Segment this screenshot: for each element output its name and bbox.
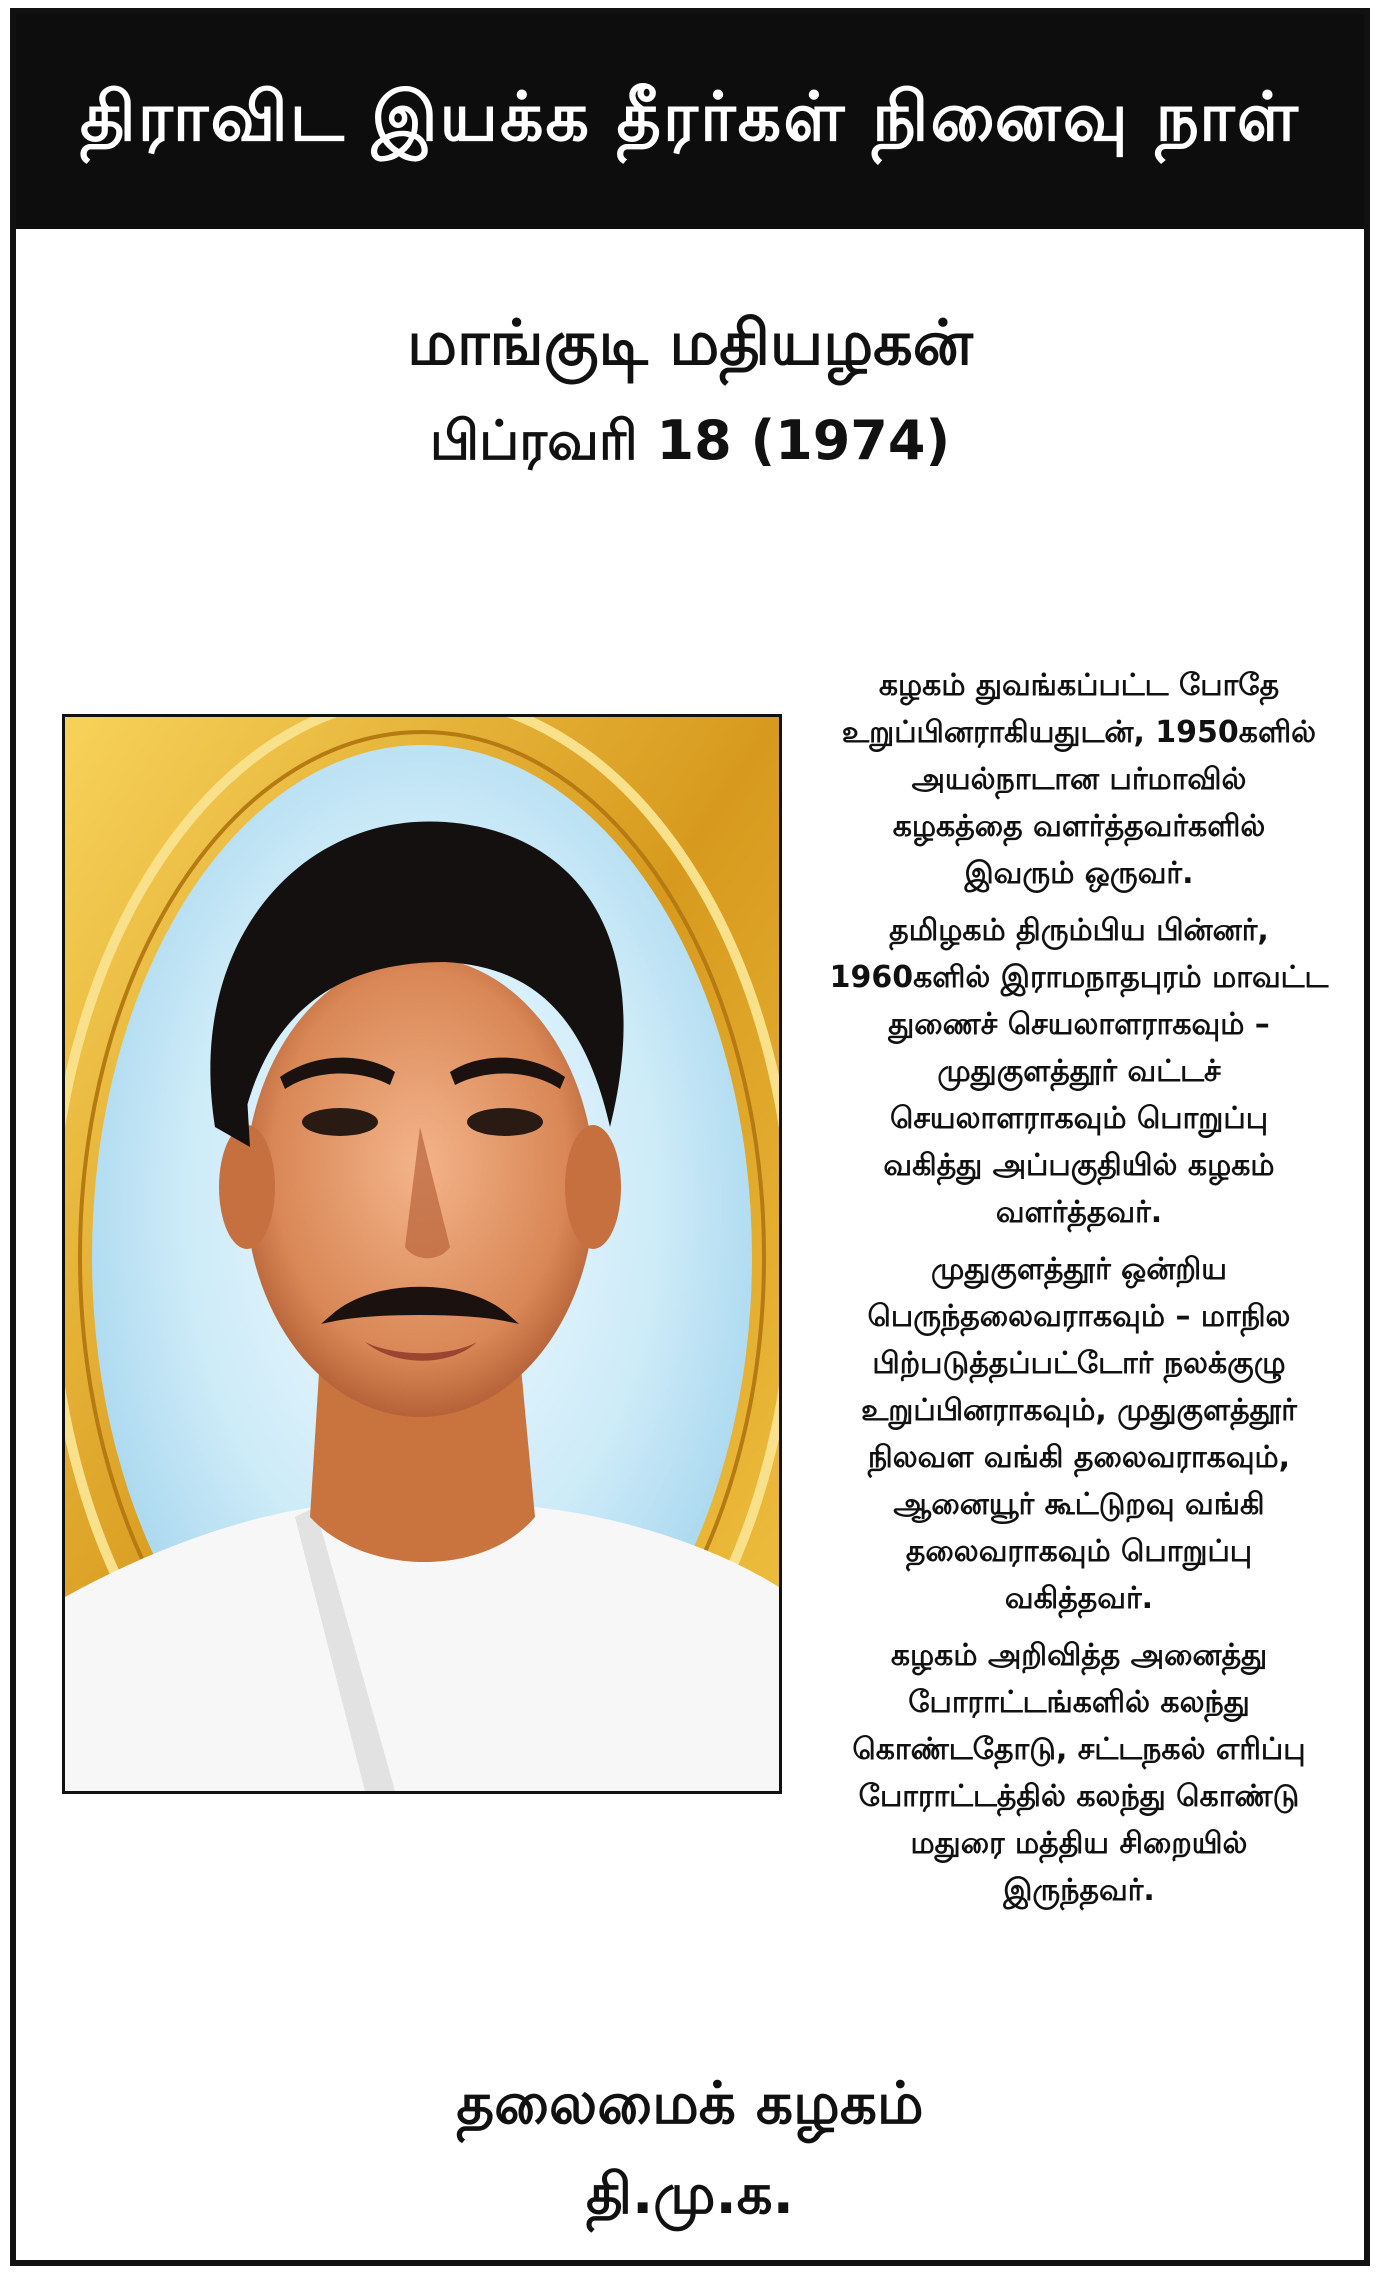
bio-line: கொண்டதோடு, சட்டநகல் எரிப்பு xyxy=(852,1732,1306,1767)
bio-line: பெருந்தலைவராகவும் – மாநில xyxy=(867,1299,1291,1334)
banner-title: திராவிட இயக்க தீரர்கள் நினைவு நாள் xyxy=(80,77,1300,157)
header-banner xyxy=(16,14,1364,229)
bio-line: முதுகுளத்தூர் வட்டச் xyxy=(937,1054,1221,1089)
bio-line: வளர்த்தவர். xyxy=(995,1195,1163,1230)
bio-line: வகித்தவர். xyxy=(1004,1581,1154,1616)
bio-line: கழகம் அறிவித்த அனைத்து xyxy=(890,1638,1268,1673)
bio-line: கழகம் துவங்கப்பட்ட போதே xyxy=(878,668,1280,703)
subject-date: பிப்ரவரி 18 (1974) xyxy=(429,409,951,472)
footer-organization: தலைமைக் கழகம் xyxy=(456,2069,924,2137)
bio-line: மதுரை மத்திய சிறையில் xyxy=(910,1826,1248,1861)
bio-line: செயலாளராகவும் பொறுப்பு xyxy=(889,1101,1269,1136)
bio-paragraph-1 xyxy=(794,662,1364,897)
tribute-poster xyxy=(10,8,1370,2266)
bio-line: தலைவராகவும் பொறுப்பு xyxy=(905,1534,1253,1569)
bio-line: உறுப்பினராகவும், முதுகுளத்தூர் xyxy=(861,1393,1297,1428)
bio-line: இருந்தவர். xyxy=(1003,1873,1155,1908)
bio-line: நிலவள வங்கி தலைவராகவும், xyxy=(867,1440,1291,1475)
bio-line: முதுகுளத்தூர் ஒன்றிய xyxy=(931,1252,1227,1287)
bio-line: 1960களில் இராமநாதபுரம் மாவட்ட xyxy=(829,960,1329,995)
bio-line: உறுப்பினராகியதுடன், 1950களில் xyxy=(841,715,1317,750)
bio-line: தமிழகம் திரும்பிய பின்னர், xyxy=(889,913,1269,948)
portrait-illustration xyxy=(65,717,779,1791)
bio-paragraph-3 xyxy=(794,1246,1364,1622)
bio-line: போராட்டத்தில் கலந்து கொண்டு xyxy=(858,1779,1300,1814)
bio-line: போராட்டங்களில் கலந்து xyxy=(908,1685,1250,1720)
biography-text xyxy=(794,662,1364,1924)
bio-line: அயல்நாடான பர்மாவில் xyxy=(911,762,1247,797)
bio-line: ஆனையூர் கூட்டுறவு வங்கி xyxy=(893,1487,1265,1522)
bio-line: இவரும் ஒருவர். xyxy=(964,856,1194,891)
portrait-photo xyxy=(62,714,782,1794)
bio-line: கழகத்தை வளர்த்தவர்களில் xyxy=(892,809,1266,844)
bio-line: வகித்து அப்பகுதியில் கழகம் xyxy=(883,1148,1275,1183)
footer-party-name: தி.மு.க. xyxy=(586,2162,794,2227)
bio-line: பிற்படுத்தப்பட்டோர் நலக்குழு xyxy=(872,1346,1286,1381)
subject-name: மாங்குடி மதியழகன் xyxy=(407,306,973,379)
bio-paragraph-2 xyxy=(794,907,1364,1236)
bio-line: துணைச் செயலாளராகவும் – xyxy=(888,1007,1270,1042)
bio-paragraph-4 xyxy=(794,1632,1364,1914)
